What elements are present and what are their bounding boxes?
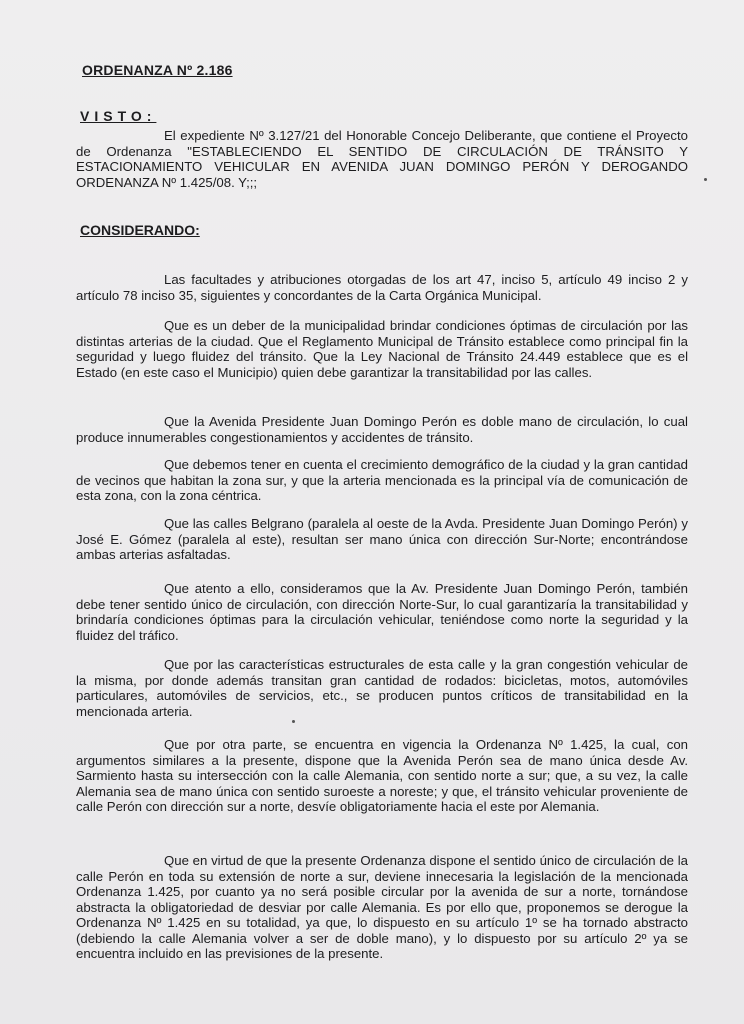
considerando-paragraph: Que las calles Belgrano (paralela al oeste de la Avda. Presidente Juan Domingo Perón) y José E. Gómez (paralela al este), resultan ser mano única con dirección Sur-Norte; encontrándose ambas arterias asfaltadas. [76,516,688,562]
considerando-paragraph: Que atento a ello, consideramos que la Av. Presidente Juan Domingo Perón, también debe tener sentido único de circulación, con dirección Norte-Sur, lo cual garantizaría la transitabilidad y brindaría condiciones óptimas para la circulación vehicular, teniéndose como norte la seguridad y la fluidez del tráfico. [76,581,688,643]
considerando-heading: CONSIDERANDO: [80,222,200,238]
considerando-paragraph: Que debemos tener en cuenta el crecimiento demográfico de la ciudad y la gran cantidad de vecinos que habitan la zona sur, y que la arteria mencionada es la principal vía de comunicación de esta zona, con la zona céntrica. [76,457,688,503]
visto-heading: VISTO: [80,108,157,124]
considerando-paragraph: Las facultades y atribuciones otorgadas de los art 47, inciso 5, artículo 49 inciso 2 y artículo 78 inciso 35, siguientes y concordantes de la Carta Orgánica Municipal. [76,272,688,303]
considerando-paragraph: Que en virtud de que la presente Ordenanza dispone el sentido único de circulación de la calle Perón en toda su extensión de norte a sur, deviene innecesaria la legislación de la mencionada Ordenanza 1.425, por cuanto ya no será posible circular por la avenida de sur a norte, tornándose abstracta la obligatoriedad de desviar por calle Alemania. Es por ello que, proponemos se derogue la Ordenanza Nº 1.425 en su totalidad, ya que, lo dispuesto en su artículo 1º se ha tornado abstracto (debiendo la calle Alemania volver a ser de doble mano), y lo dispuesto por su artículo 2º ya se encuentra incluido en las previsiones de la presente. [76,853,688,961]
visto-paragraph: El expediente Nº 3.127/21 del Honorable Concejo Deliberante, que contiene el Proyecto de Ordenanza "ESTABLECIENDO EL SENTIDO DE CIRCULACIÓN DE TRÁNSITO Y ESTACIONAMIENTO VEHICULAR EN AVENIDA JUAN DOMINGO PERÓN Y DEROGANDO ORDENANZA Nº 1.425/08. Y;;; [76,128,688,190]
margin-mark [704,178,707,181]
considerando-paragraph: Que por las características estructurales de esta calle y la gran congestión vehicular de la misma, por donde además transitan gran cantidad de rodados: bicicletas, motos, automóviles particulares, automóviles de servicios, etc., se producen puntos críticos de transitabilidad en la mencionada arteria. [76,657,688,719]
considerando-paragraph: Que es un deber de la municipalidad brindar condiciones óptimas de circulación por las distintas arterias de la ciudad. Que el Reglamento Municipal de Tránsito establece como principal fin la seguridad y luego fluidez del tránsito. Que la Ley Nacional de Tránsito 24.449 establece que es el Estado (en este caso el Municipio) quien debe garantizar la transitabilidad por las calles. [76,318,688,380]
considerando-paragraph: Que la Avenida Presidente Juan Domingo Perón es doble mano de circulación, lo cual produce innumerables congestionamientos y accidentes de tránsito. [76,414,688,445]
margin-mark [292,720,295,723]
considerando-paragraph: Que por otra parte, se encuentra en vigencia la Ordenanza Nº 1.425, la cual, con argumentos similares a la presente, dispone que la Avenida Perón sea de mano única desde Av. Sarmiento hasta su intersección con la calle Alemania, con sentido norte a sur; que, a su vez, la calle Alemania sea de mano única con sentido suroeste a noreste; y que, el tránsito vehicular proveniente de calle Perón con dirección sur a norte, desvíe obligatoriamente hacia el este por Alemania. [76,737,688,814]
ordinance-title: ORDENANZA Nº 2.186 [82,62,233,78]
